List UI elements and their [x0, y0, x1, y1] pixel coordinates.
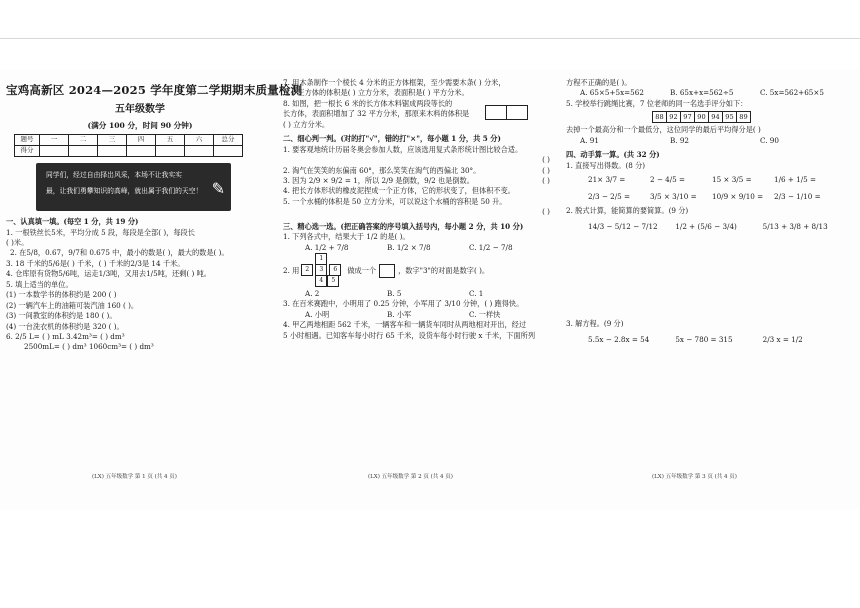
banner-line-1: 同学们，经过自由择岀风采，本场不让我实实 [46, 171, 182, 180]
question-5: 5. 填上适当的单位。 [6, 279, 73, 289]
exam-info: (满分 100 分，时间 90 分钟) [87, 121, 193, 131]
section-2-title: 二、细心判一判。(对的打"√"，错的打"×"，每小题 1 分，共 5 分) [283, 134, 501, 144]
question-8-cont: 长方体，表面积增加了 32 平方分米，那原来木料的体积是 [283, 109, 470, 119]
choice-2-text: ，数字"3"的对面是数字( )。 [398, 265, 490, 275]
question-1: 1. 一根铁丝长5米，平均分成 5 段，每段是全部( )，每段长 [6, 227, 195, 237]
page-2-footer: (LX) 五年级数学 第 2 页 (共 4 页) [368, 474, 453, 480]
oral-calc-row [588, 175, 850, 185]
motivation-banner [36, 163, 231, 211]
score-header-cell: 题号 [15, 135, 40, 146]
oral-calc-item: 2/3 − 1/10 = [774, 191, 821, 201]
net-cell: 5 [327, 275, 339, 287]
question-6: 6. 2/5 L= ( ) mL 3.42m³= ( ) dm³ [6, 331, 125, 341]
judge-item [283, 166, 558, 176]
oral-calc-item: 10/9 × 9/10 = [712, 191, 764, 201]
score-cell[interactable] [156, 146, 185, 157]
oral-calc-item: 2/3 − 2/5 = [588, 191, 631, 201]
question-4: 4. 仓库原有货物5/6吨，运走1/3吨，又用去1/5吨，还剩( ) 吨。 [6, 269, 211, 279]
option[interactable]: C. 1/2 − 7/8 [469, 242, 513, 252]
question-6-cont: 2500mL= ( ) dm³ 1060cm³= ( ) dm³ [24, 342, 154, 352]
score-value-cell: 88 [653, 112, 667, 123]
equation-item: 5x − 780 = 315 [675, 335, 733, 345]
option[interactable]: C. 5x=562+65×5 [760, 88, 824, 98]
question-5-item: (3) 一间教室的体积约是 180 ( )。 [6, 311, 117, 321]
judge-text: 4. 把长方体形状的橡皮泥捏成一个正方体，它的形状变了，但体积不变。 [283, 186, 515, 196]
top-divider [0, 38, 860, 39]
score-row-label: 得分 [15, 146, 40, 157]
cuboid-figure [485, 101, 531, 119]
question-5-item: (1) 一本数学书的体积约是 200 ( ) [6, 290, 117, 300]
score-header-cell: 二 [69, 135, 98, 146]
score-cell[interactable] [98, 146, 127, 157]
score-value-cell: 97 [681, 112, 695, 123]
calc-item: 14/3 − 5/12 − 7/12 [588, 222, 658, 232]
question-7: 7. 用木条制作一个棱长 4 分米的正方体框架，至少需要木条( ) 分米， [283, 78, 506, 87]
choice-2-text: 2. 用 [283, 265, 300, 275]
question-7-cont: 这个正方体的体积是( ) 立方分米，表面积是( ) 平方分米。 [283, 88, 469, 98]
score-value-cell: 90 [695, 112, 709, 123]
score-cell[interactable] [127, 146, 156, 157]
score-cell[interactable] [214, 146, 243, 157]
choice-3: 3. 在百米赛跑中，小明用了 0.25 分钟，小军用了 3/10 分钟，( ) 跑得快。 [283, 299, 524, 309]
judge-text: 3. 因为 2/9 × 9/2 = 1，所以 2/9 是倒数，9/2 也是倒数。 [283, 175, 474, 185]
oral-calc-item: 2 − 4/5 = [650, 175, 686, 185]
page-1-footer: (LX) 五年级数学 第 1 页 (共 4 页) [92, 474, 177, 480]
score-cell[interactable] [185, 146, 214, 157]
score-header-cell: 四 [127, 135, 156, 146]
judge-text: 1. 要客观地统计历届冬奥会参加人数，应该选用复式条形统计图比较合适。 [283, 144, 523, 154]
page-2 [283, 78, 558, 341]
score-table [14, 134, 243, 157]
option[interactable]: A. 2 [305, 289, 320, 298]
grade-title: 五年级数学 [115, 103, 165, 115]
judge-answer[interactable]: ( ) [542, 175, 550, 185]
equation-item: 2/3 x = 1/2 [762, 335, 803, 345]
option[interactable]: B. 92 [670, 135, 689, 145]
calc-item: 5/13 + 3/8 + 8/13 [762, 222, 828, 232]
choice-1: 1. 下列各式中，结果大于 1/2 的是( )。 [283, 232, 410, 242]
judge-item [283, 197, 558, 207]
calc-2-title: 2. 脱式计算，能简算的要简算。(9 分) [566, 205, 689, 215]
option[interactable]: C. 一样快 [469, 309, 501, 319]
page-3 [566, 78, 850, 346]
choice-2 [283, 253, 558, 289]
net-cell: 6 [329, 264, 341, 276]
score-header-cell: 六 [185, 135, 214, 146]
calc-3-title: 3. 解方程。(9 分) [566, 318, 624, 328]
option[interactable]: B. 5 [387, 289, 402, 298]
cube-figure [379, 264, 395, 278]
judge-answer[interactable]: ( ) [542, 155, 550, 165]
judge-text: 5. 一个水桶的体积是 50 立方分米，可以说这个水桶的容积是 50 升。 [283, 196, 507, 206]
question-5-item: (2) 一辆汽车上的油箱可装汽油 160 ( )。 [6, 300, 139, 310]
question-1-cont: ( )米。 [6, 238, 29, 248]
calc-2-items [588, 222, 850, 232]
judge-scores-table [652, 111, 751, 123]
score-value-cell: 89 [737, 112, 751, 123]
net-cell: 2 [301, 264, 313, 276]
score-cell[interactable] [40, 146, 69, 157]
choice-5-options [580, 136, 850, 146]
choice-4: 4. 甲乙两地相距 562 千米，一辆客车和一辆货车同时从两地相对开出，经过 [283, 320, 527, 330]
choice-4-options [580, 88, 850, 98]
question-8-cont: ( ) 立方分米。 [283, 119, 330, 129]
choice-4-tail: 方程不正确的是( )。 [566, 78, 632, 87]
judge-answer[interactable]: ( ) [542, 207, 550, 217]
net-cell: 3 [315, 264, 327, 276]
calc-item: 1/2 + (5/6 − 3/4) [675, 222, 737, 232]
score-header-cell: 三 [98, 135, 127, 146]
oral-calc-item: 3/5 × 3/10 = [650, 191, 697, 201]
choice-5-cont: 去掉一个最高分和一个最低分，这位同学的最后平均得分是( ) [566, 125, 761, 135]
page-3-footer: (LX) 五年级数学 第 3 页 (共 4 页) [652, 474, 737, 480]
question-3: 3. 18 千米的5/6是( ) 千米，( ) 千米的2/3是 14 千米。 [6, 258, 185, 268]
option[interactable]: B. 65x+x=562÷5 [670, 88, 734, 98]
net-cell: 1 [315, 253, 327, 265]
choice-4-cont: 5 小时相遇。已知客车每小时行 65 千米，设货车每小时行驶 x 千米，下面所列 [283, 330, 536, 340]
calc-1-title: 1. 直接写出得数。(8 分) [566, 160, 646, 170]
oral-calc-item: 1/6 + 1/5 = [774, 175, 817, 185]
option[interactable]: A. 1/2 + 7/8 [305, 242, 349, 252]
net-cell: 4 [315, 275, 327, 287]
judge-text: 2. 淘气在笑笑的东偏南 60°，那么笑笑在淘气的西偏北 30°。 [283, 165, 481, 175]
choice-5: 5. 学校举行跳绳比赛，7 位老师的同一名选手评分如下： [566, 98, 748, 108]
judge-answer[interactable]: ( ) [542, 165, 550, 175]
score-cell[interactable] [69, 146, 98, 157]
score-value-cell: 94 [709, 112, 723, 123]
option[interactable]: B. 小军 [387, 309, 412, 319]
option[interactable]: B. 1/2 × 7/8 [387, 242, 431, 252]
oral-calc-item: 21× 3/7 = [588, 175, 626, 185]
equation-items [588, 335, 850, 345]
score-value-cell: 95 [723, 112, 737, 123]
judge-item [283, 186, 558, 196]
oral-calc-item: 15 × 3/5 = [712, 175, 752, 185]
choice-1-options [305, 243, 558, 253]
oral-calc-row [588, 192, 850, 202]
school-title: 宝鸡高新区 2024—2025 学年度第二学期期末质量检测 [6, 83, 303, 97]
score-value-cell: 92 [667, 112, 681, 123]
option[interactable]: A. 65×5+5x=562 [580, 88, 644, 98]
choice-3-options [305, 310, 558, 320]
section-4-title: 四、动手算一算。(共 32 分) [566, 150, 660, 160]
score-header-cell: 五 [156, 135, 185, 146]
option[interactable]: A. 91 [580, 135, 599, 145]
judge-item [283, 176, 558, 186]
section-1-title: 一、认真填一填。(每空 1 分，共 19 分) [6, 217, 139, 227]
choice-2-options [305, 289, 558, 299]
banner-line-2: 最，让我们勇攀知识的高峰，就出属于我们的天空！ [46, 187, 203, 196]
equation-item: 5.5x − 2.8x = 54 [588, 335, 650, 345]
section-3-title: 三、精心选一选。(把正确答案的序号填入括号内，每小题 2 分，共 10 分) [283, 221, 524, 231]
option[interactable]: A. 小明 [305, 309, 330, 319]
option[interactable]: C. 90 [760, 135, 779, 145]
score-header-cell: 一 [40, 135, 69, 146]
score-header-cell: 总分 [214, 135, 243, 146]
option[interactable]: C. 1 [469, 289, 484, 298]
question-8: 8. 如图，把一根长 6 米的长方体木料锯成两段等长的 [283, 98, 453, 108]
choice-2-text: 做成一个 [347, 265, 377, 275]
question-2: 2. 在5/8，0.67，9/7和 0.675 中，最小的数是( )，最大的数是( )。 [10, 248, 229, 258]
question-5-item: (4) 一台洗衣机的体积约是 320 ( )。 [6, 321, 124, 331]
pen-icon: ✎ [211, 179, 225, 199]
judge-item [283, 145, 558, 155]
cube-net-figure [299, 253, 347, 289]
